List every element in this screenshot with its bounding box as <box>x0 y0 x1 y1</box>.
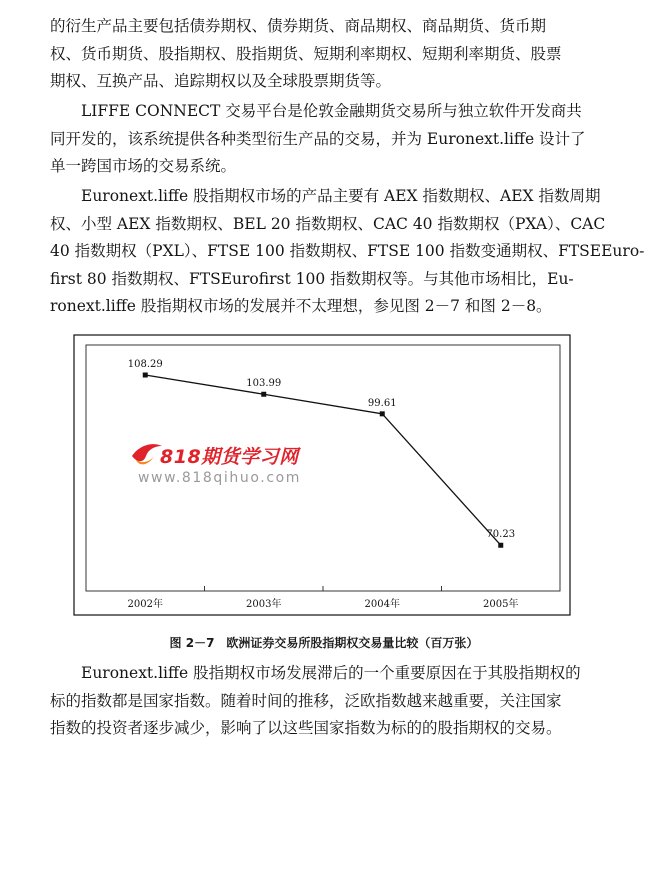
text-line: Euronext.liffe 股指期权市场发展滞后的一个重要原因在于其股指期权的 <box>81 664 581 682</box>
data-label: 99.61 <box>367 397 397 409</box>
paragraph-development-lag <box>50 660 598 743</box>
x-tick-label: 2005年 <box>483 599 519 610</box>
data-point <box>261 392 266 397</box>
watermark-title: 818期货学习网 <box>160 446 299 468</box>
text-line: 期权、互换产品、追踪期权以及全球股票期货等。 <box>50 72 392 90</box>
text-line: 权、货币期货、股指期权、股指期货、短期利率期权、短期利率期货、股票 <box>50 44 562 63</box>
text-line: 的衍生产品主要包括债券期权、债券期货、商品期权、商品期货、货币期 <box>50 17 547 35</box>
text-line: 单一跨国市场的交易系统。 <box>50 157 237 175</box>
text-line: 权、小型 AEX 指数期权、BEL 20 指数期权、CAC 40 指数期权（PXA）、CAC <box>50 214 606 233</box>
text-line: LIFFE CONNECT 交易平台是伦敦金融期货交易所与独立软件开发商共 <box>81 102 582 120</box>
data-label: 103.99 <box>246 378 282 390</box>
data-point <box>143 373 148 378</box>
text-line: 40 指数期权（PXL）、FTSE 100 指数期权、FTSE 100 指数变通期权、FTSEEuro- <box>50 242 645 260</box>
red-swoosh-logo-icon <box>130 440 164 468</box>
x-tick-label: 2004年 <box>364 599 400 610</box>
text-line: Euronext.liffe 股指期权市场的产品主要有 AEX 指数期权、AEX 指数周期 <box>81 187 601 205</box>
text-line: 标的指数都是国家指数。随着时间的推移，泛欧指数越来越重要，关注国家 <box>50 691 562 710</box>
x-tick-label: 2003年 <box>246 599 282 610</box>
text-line: 指数的投资者逐步减少，影响了以这些国家指数为标的的股指期权的交易。 <box>50 719 562 737</box>
figure-caption: 图 2－7 欧洲证券交易所股指期权交易量比较（百万张） <box>169 636 479 650</box>
data-point <box>498 543 503 548</box>
x-tick-label: 2002年 <box>127 599 163 610</box>
data-label: 70.23 <box>486 529 516 541</box>
text-line: first 80 指数期权、FTSEurofirst 100 指数期权等。与其他市场相比，Eu- <box>50 269 574 288</box>
text-line: 同开发的，该系统提供各种类型衍生产品的交易，并为 Euronext.liffe 设计了 <box>50 129 586 148</box>
data-point <box>380 411 385 416</box>
text-line: ronext.liffe 股指期权市场的发展并不太理想，参见图 2－7 和图 2－8。 <box>50 297 552 315</box>
watermark-url: www.818qihuo.com <box>138 470 302 486</box>
data-label: 108.29 <box>127 359 163 371</box>
watermark <box>130 438 330 498</box>
